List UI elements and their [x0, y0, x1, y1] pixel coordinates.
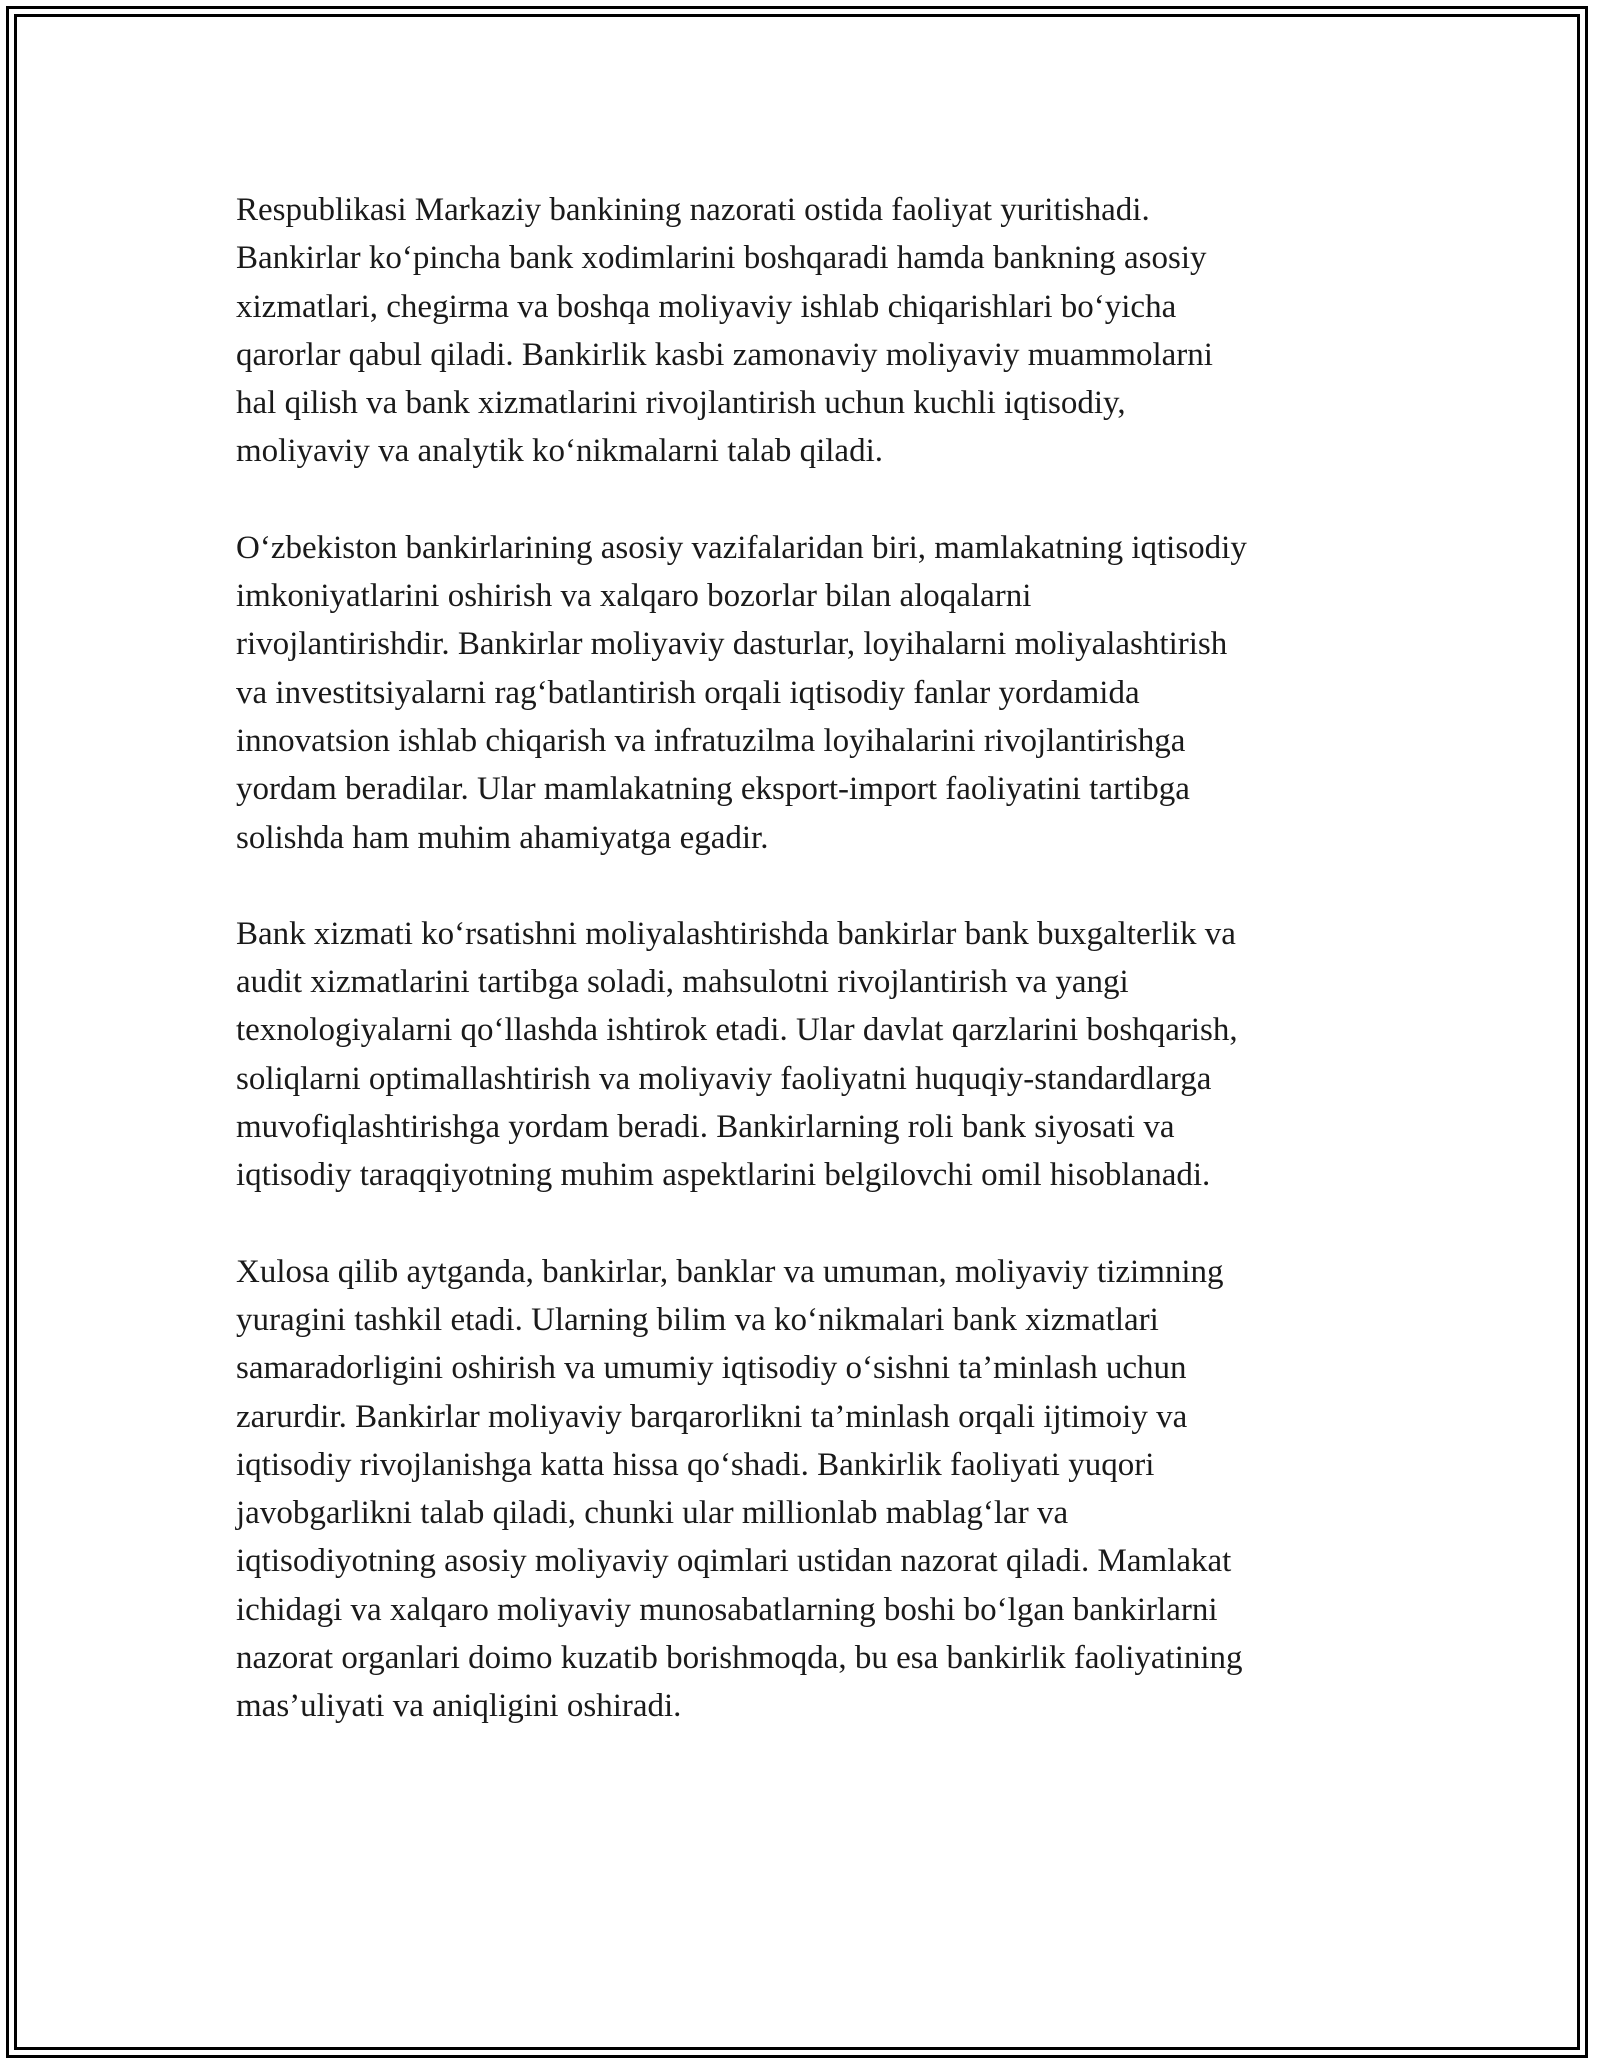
- paragraph: Respublikasi Markaziy bankining nazorati ostida faoliyat yuritishadi. Bankirlar ko‘pincha bank xodimlarini boshqaradi hamda bankning asosiy xizmatlari, chegirma va boshqa moliyaviy ishlab chiqarishlari bo‘yicha qarorlar qabul qiladi. Bankirlik kasbi zamonaviy moliyaviy muammolarni hal qilish va bank xizmatlarini rivojlantirish uchun kuchli iqtisodiy, moliyaviy va analytik ko‘nikmalarni talab qiladi.: [236, 192, 1213, 470]
- paragraph: O‘zbekiston bankirlarining asosiy vazifalaridan biri, mamlakatning iqtisodiy imkoniyatlarini oshirish va xalqaro bozorlar bilan aloqalarni rivojlantirishdir. Bankirlar moliyaviy dasturlar, loyihalarni moliyalashtirish va investitsiyalarni rag‘batlantirish orqali iqtisodiy fanlar yordamida innovatsion ishlab chiqarish va infratuzilma loyihalarini rivojlantirishga yordam beradilar. Ular mamlakatning eksport-import faoliyatini tartibga solishda ham muhim ahamiyatga egadir.: [236, 529, 1247, 856]
- paragraph: Xulosa qilib aytganda, bankirlar, banklar va umuman, moliyaviy tizimning yuragini tashkil etadi. Ularning bilim va ko‘nikmalari bank xizmatlari samaradorligini oshirish va umumiy iqtisodiy o‘sishni ta’minlash uchun zarurdir. Bankirlar moliyaviy barqarorlikni ta’minlash orqali ijtimoiy va iqtisodiy rivojlanishga katta hissa qo‘shadi. Bankirlik faoliyati yuqori javobgarlikni talab qiladi, chunki ular millionlab mablag‘lar va iqtisodiyotning asosiy moliyaviy oqimlari ustidan nazorat qiladi. Mamlakat ichidagi va xalqaro moliyaviy munosabatlarning boshi bo‘lgan bankirlarni nazorat organlari doimo kuzatib borishmoqda, bu esa bankirlik faoliyatining mas’uliyati va aniqligini oshiradi.: [236, 1253, 1243, 1725]
- paragraph: Bank xizmati ko‘rsatishni moliyalashtirishda bankirlar bank buxgalterlik va audit xizmatlarini tartibga soladi, mahsulotni rivojlantirish va yangi texnologiyalarni qo‘llashda ishtirok etadi. Ular davlat qarzlarini boshqarish, soliqlarni optimallashtirish va moliyaviy faoliyatni huquqiy-standardlarga muvofiqlashtirishga yordam beradi. Bankirlarning roli bank siyosati va iqtisodiy taraqqiyotning muhim aspektlarini belgilovchi omil hisoblanadi.: [236, 915, 1238, 1194]
- document-body: [236, 186, 1366, 1779]
